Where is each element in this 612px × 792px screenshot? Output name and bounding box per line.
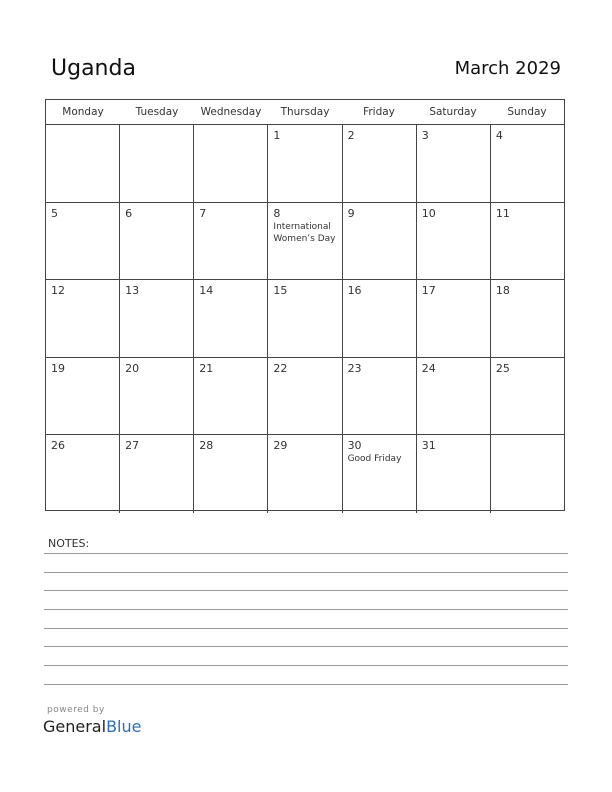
day-number: 18: [495, 284, 510, 297]
weekday-label: Thursday: [280, 106, 330, 118]
day-number: 19: [51, 361, 65, 375]
day-number: 6: [125, 206, 133, 220]
day-number: 17: [421, 284, 436, 297]
day-number: 31: [421, 439, 436, 452]
weekday-label: Sunday: [507, 106, 547, 118]
day-number: 24: [421, 361, 436, 375]
day-cell: [491, 125, 564, 202]
day-number: 8: [273, 206, 281, 220]
holiday-label: Good Friday: [347, 454, 402, 464]
day-cell: [46, 358, 120, 435]
weekday-label: Tuesday: [135, 106, 179, 118]
week-row: [46, 358, 564, 436]
day-cell: [194, 435, 268, 513]
note-line: [44, 684, 568, 685]
day-cell: [120, 280, 194, 357]
day-cell: [417, 280, 491, 357]
day-cell: [46, 125, 120, 202]
brand-blue: Blue: [106, 717, 142, 736]
day-cell: [120, 203, 194, 280]
weekday-label: Wednesday: [200, 106, 262, 118]
week-row: [46, 280, 564, 358]
day-number: 22: [273, 361, 288, 375]
brand-general: General: [43, 717, 107, 736]
day-number: 1: [273, 129, 281, 142]
day-number: 15: [273, 284, 288, 297]
day-number: 20: [125, 361, 140, 375]
day-cell: [194, 280, 268, 357]
note-line: [44, 646, 568, 647]
day-number: 3: [421, 129, 429, 142]
day-cell: [343, 203, 417, 280]
day-cell: [268, 435, 342, 513]
day-cell: [491, 280, 564, 357]
month-title: March 2029: [454, 58, 561, 79]
day-cell: [46, 435, 120, 513]
note-line: [44, 628, 568, 629]
weekday-label: Saturday: [429, 106, 477, 118]
day-number: 30: [347, 439, 362, 452]
day-number: 27: [125, 439, 140, 452]
brand-logo[interactable]: [43, 717, 141, 736]
day-number: 23: [347, 361, 362, 375]
note-line: [44, 553, 568, 554]
day-cell: [417, 358, 491, 435]
holiday-label: International Women’s Day: [273, 221, 336, 244]
day-cell: [120, 435, 194, 513]
day-cell: [491, 203, 564, 280]
week-row: [46, 435, 564, 513]
day-number: 29: [273, 439, 288, 452]
day-cell: [194, 125, 268, 202]
day-cell: [343, 125, 417, 202]
day-number: 16: [347, 284, 362, 297]
day-cell: [268, 358, 342, 435]
day-cell: [268, 125, 342, 202]
day-cell: [417, 203, 491, 280]
day-cell: [120, 125, 194, 202]
day-number: 13: [125, 284, 140, 297]
day-number: 5: [51, 206, 58, 220]
day-number: 4: [495, 129, 503, 142]
day-cell: [491, 358, 564, 435]
week-row: [46, 203, 564, 281]
day-number: 2: [347, 129, 355, 142]
day-number: 26: [51, 439, 65, 452]
calendar-grid: [45, 99, 565, 511]
day-cell: [268, 280, 342, 357]
day-cell: [194, 203, 268, 280]
note-line: [44, 572, 568, 573]
day-number: 11: [495, 206, 510, 220]
day-number: 21: [199, 361, 214, 375]
day-number: 14: [199, 284, 214, 297]
day-number: 10: [421, 206, 436, 220]
day-cell: [343, 435, 417, 513]
day-cell: [417, 435, 491, 513]
note-line: [44, 590, 568, 591]
day-number: 28: [199, 439, 214, 452]
weekday-label: Monday: [62, 106, 104, 118]
day-number: 25: [495, 361, 510, 375]
weekday-header: [46, 100, 564, 125]
powered-by-text: powered by: [47, 705, 105, 715]
day-cell: [343, 358, 417, 435]
country-title: Uganda: [51, 56, 136, 81]
day-number: 12: [51, 284, 65, 297]
day-cell: [417, 125, 491, 202]
day-cell: [268, 203, 342, 280]
day-cell: [343, 280, 417, 357]
day-cell: [46, 203, 120, 280]
day-cell: [194, 358, 268, 435]
weekday-label: Friday: [363, 106, 395, 118]
day-cell: [491, 435, 564, 513]
note-line: [44, 609, 568, 610]
day-number: 7: [199, 206, 207, 220]
day-number: 9: [347, 206, 355, 220]
day-cell: [120, 358, 194, 435]
notes-label: NOTES:: [48, 537, 90, 550]
week-row: [46, 125, 564, 203]
note-line: [44, 665, 568, 666]
day-cell: [46, 280, 120, 357]
